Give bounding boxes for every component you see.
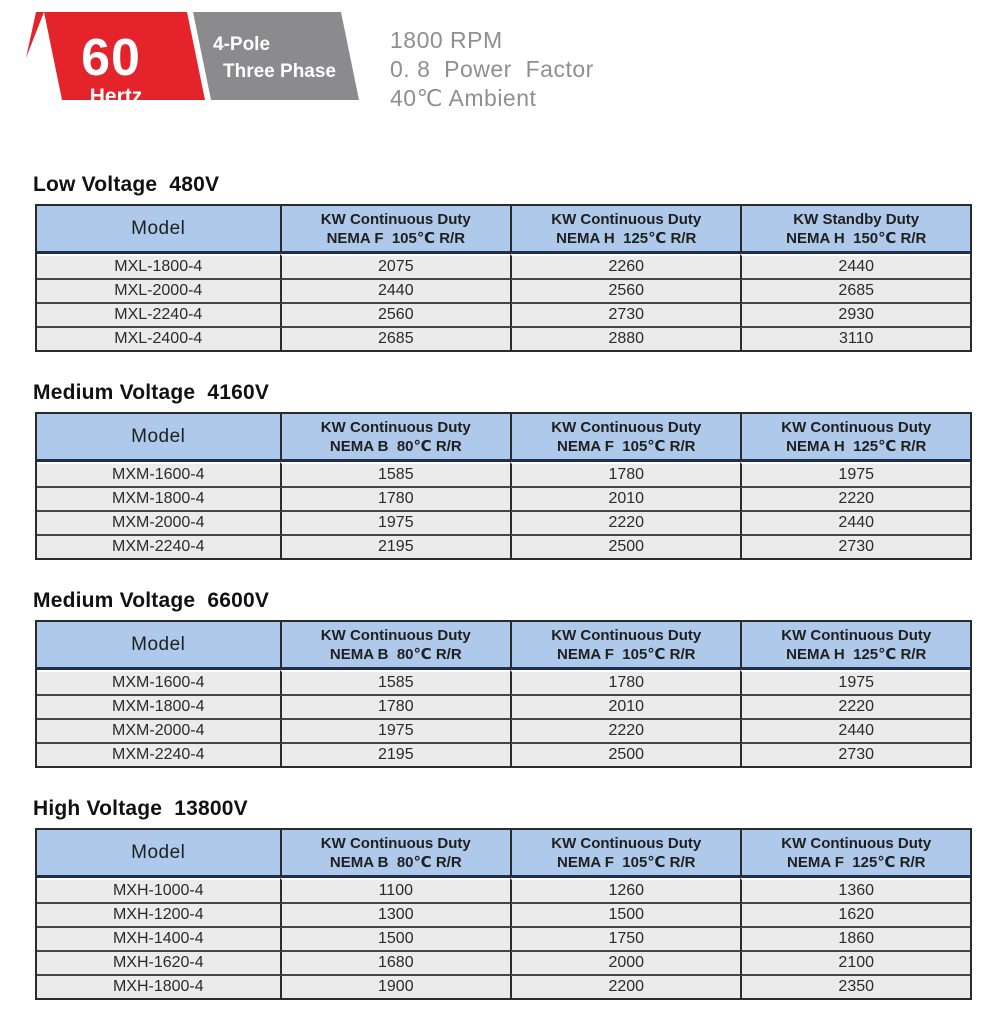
duty-column-header [510,206,740,254]
kw-value-cell: 2200 [510,976,740,998]
column-header-line2: NEMA H 150℃ R/R [786,229,927,247]
spec-table-13800v [35,828,972,1000]
duty-column-header [740,414,970,462]
kw-value-cell: 2560 [510,280,740,304]
kw-value-cell: 1780 [280,488,510,512]
column-header-line2: NEMA H 125℃ R/R [786,437,927,455]
kw-value-cell: 2685 [280,328,510,350]
table-row [37,976,970,998]
column-header-line1: KW Continuous Duty [551,418,702,436]
duty-column-header [510,622,740,670]
spec-line-rpm: 1800 RPM [390,27,503,53]
kw-value-cell: 2100 [740,952,970,976]
column-header-line2: NEMA F 105℃ R/R [557,645,696,663]
kw-value-cell: 1975 [740,462,970,488]
kw-value-cell: 2350 [740,976,970,998]
kw-value-cell: 1860 [740,928,970,952]
frequency-value: 60 [81,29,141,87]
model-cell: MXM-1800-4 [37,696,280,720]
column-header-line2: NEMA H 125℃ R/R [786,645,927,663]
header-row [37,622,970,670]
kw-value-cell: 2440 [740,512,970,536]
model-cell: MXL-1800-4 [37,254,280,280]
kw-value-cell: 2220 [510,720,740,744]
kw-value-cell: 2880 [510,328,740,350]
model-column-header: Model [37,414,280,462]
kw-value-cell: 2075 [280,254,510,280]
spec-summary [390,26,594,113]
spec-table-480v [35,204,972,352]
kw-value-cell: 2260 [510,254,740,280]
kw-value-cell: 1780 [280,696,510,720]
column-header-line2: NEMA F 125℃ R/R [786,853,926,871]
table-row [37,280,970,304]
spec-line-ambient: 40℃ Ambient [390,85,537,111]
duty-column-header [740,830,970,878]
kw-value-cell: 2685 [740,280,970,304]
kw-value-cell: 2930 [740,304,970,328]
header-row [37,414,970,462]
kw-value-cell: 1900 [280,976,510,998]
table-sections [33,174,972,1000]
model-cell: MXH-1400-4 [37,928,280,952]
duty-column-header [280,206,510,254]
kw-value-cell: 1750 [510,928,740,952]
kw-value-cell: 2195 [280,536,510,558]
model-column-header: Model [37,622,280,670]
section-heading-high-voltage-13800v: High Voltage 13800V [33,797,248,820]
column-header-line1: KW Continuous Duty [551,210,702,228]
model-cell: MXM-2240-4 [37,744,280,766]
model-cell: MXM-1600-4 [37,462,280,488]
kw-value-cell: 1780 [510,670,740,696]
phase-label: Three Phase [223,61,336,82]
model-cell: MXH-1800-4 [37,976,280,998]
model-cell: MXL-2400-4 [37,328,280,350]
kw-value-cell: 2500 [510,536,740,558]
column-header-line1: KW Continuous Duty [320,418,471,436]
kw-value-cell: 2440 [280,280,510,304]
model-cell: MXM-2000-4 [37,512,280,536]
kw-value-cell: 2000 [510,952,740,976]
kw-value-cell: 1360 [740,878,970,904]
model-cell: MXM-2000-4 [37,720,280,744]
table-row [37,904,970,928]
table-row [37,328,970,350]
frequency-unit: Hertz [89,85,143,108]
kw-value-cell: 2195 [280,744,510,766]
kw-value-cell: 1260 [510,878,740,904]
kw-value-cell: 1585 [280,462,510,488]
kw-value-cell: 2730 [510,304,740,328]
header-banner [0,12,1005,112]
column-header-line2: NEMA H 125℃ R/R [556,229,697,247]
kw-value-cell: 1680 [280,952,510,976]
duty-column-header [740,622,970,670]
pole-label: 4-Pole [213,34,271,55]
kw-value-cell: 1300 [280,904,510,928]
table-row [37,952,970,976]
column-header-line2: NEMA B 80℃ R/R [329,853,462,871]
table-row [37,744,970,766]
kw-value-cell: 2010 [510,488,740,512]
kw-value-cell: 2500 [510,744,740,766]
kw-value-cell: 2440 [740,254,970,280]
section-heading-medium-voltage-6600v: Medium Voltage 6600V [33,589,270,612]
table-row [37,488,970,512]
kw-value-cell: 2440 [740,720,970,744]
column-header-line1: KW Continuous Duty [781,418,932,436]
column-header-line2: NEMA B 80℃ R/R [329,437,462,455]
kw-value-cell: 3110 [740,328,970,350]
table-row [37,304,970,328]
column-header-line1: KW Standby Duty [793,210,920,228]
duty-column-header [510,414,740,462]
gray-parallelogram [193,12,359,100]
duty-column-header [280,622,510,670]
table-row [37,878,970,904]
kw-value-cell: 2730 [740,536,970,558]
model-cell: MXM-1600-4 [37,670,280,696]
column-header-line1: KW Continuous Duty [551,626,702,644]
column-header-line2: NEMA F 105℃ R/R [326,229,466,247]
model-cell: MXH-1000-4 [37,878,280,904]
table-row [37,696,970,720]
spec-table-4160v [35,412,972,560]
duty-column-header [280,414,510,462]
table-row [37,720,970,744]
red-ribbon-tail [26,12,44,58]
table-row [37,536,970,558]
kw-value-cell: 1975 [280,512,510,536]
model-cell: MXH-1620-4 [37,952,280,976]
kw-value-cell: 1975 [740,670,970,696]
model-cell: MXM-1800-4 [37,488,280,512]
duty-column-header [280,830,510,878]
column-header-line2: NEMA F 105℃ R/R [557,853,696,871]
kw-value-cell: 2560 [280,304,510,328]
column-header-line1: KW Continuous Duty [781,626,932,644]
header-row [37,830,970,878]
kw-value-cell: 1100 [280,878,510,904]
section-heading-medium-voltage-4160v: Medium Voltage 4160V [33,381,270,404]
kw-value-cell: 1585 [280,670,510,696]
model-column-header: Model [37,830,280,878]
kw-value-cell: 1500 [510,904,740,928]
column-header-line1: KW Continuous Duty [551,834,702,852]
column-header-line2: NEMA B 80℃ R/R [329,645,462,663]
model-cell: MXL-2000-4 [37,280,280,304]
model-cell: MXM-2240-4 [37,536,280,558]
spec-line-power-factor: 0. 8 Power Factor [390,56,594,82]
table-row [37,670,970,696]
model-column-header: Model [37,206,280,254]
datasheet-page [0,12,1005,1026]
kw-value-cell: 2220 [740,696,970,720]
header-row [37,206,970,254]
kw-value-cell: 1975 [280,720,510,744]
model-cell: MXL-2240-4 [37,304,280,328]
model-cell: MXH-1200-4 [37,904,280,928]
column-header-line1: KW Continuous Duty [320,210,471,228]
duty-column-header [740,206,970,254]
table-row [37,512,970,536]
column-header-line2: NEMA F 105℃ R/R [557,437,696,455]
kw-value-cell: 1620 [740,904,970,928]
kw-value-cell: 2220 [510,512,740,536]
kw-value-cell: 2730 [740,744,970,766]
kw-value-cell: 1500 [280,928,510,952]
kw-value-cell: 1780 [510,462,740,488]
column-header-line1: KW Continuous Duty [320,626,471,644]
column-header-line1: KW Continuous Duty [320,834,471,852]
table-row [37,928,970,952]
kw-value-cell: 2010 [510,696,740,720]
table-row [37,254,970,280]
spec-table-6600v [35,620,972,768]
column-header-line1: KW Continuous Duty [781,834,932,852]
table-row [37,462,970,488]
section-heading-low-voltage-480v: Low Voltage 480V [33,173,220,196]
kw-value-cell: 2220 [740,488,970,512]
duty-column-header [510,830,740,878]
